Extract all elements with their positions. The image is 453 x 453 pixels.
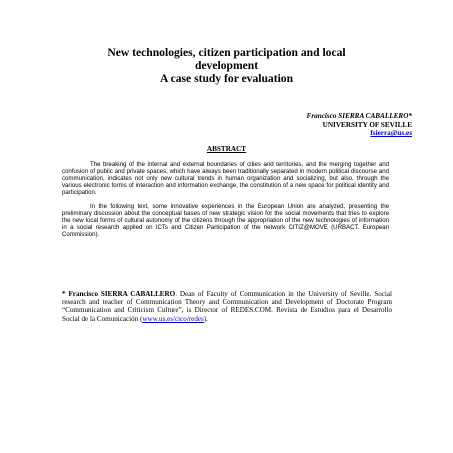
title-line-2: development — [194, 59, 259, 73]
author-name: Francisco SIERRA CABALLERO* — [306, 112, 412, 120]
title-line-3: A case study for evaluation — [159, 72, 294, 86]
abstract-heading: ABSTRACT — [206, 145, 247, 153]
abstract-paragraph-2: In the following text, some innovative experiences in the European Union are analyzed, presenting the preliminary discussion about the conceptual bases of new strategic vision for the social movements that tries to explore the new local forms of cultural autonomy of the citizens through the appropriation of the new technologies of information in a social research applied on ICTs and Citizen Participation of the network CITIZ@MOVE (URBACT. European Commission). — [62, 203, 389, 238]
footnote-link[interactable]: www.us.es/cico/redes — [142, 314, 204, 323]
author-footnote — [62, 290, 392, 323]
footnote-tail: ). — [203, 314, 208, 323]
footnote-text: . Dean of Faculty of Communication in the University of Seville. Social research and teacher of Communication Theory and Communication and Development of Doctorate Program “Communication and Criticism Culture”, is Director of REDES.COM. Revista de Estudios para el Desarrollo Social de la Comunicación ( — [62, 290, 392, 323]
abstract-body — [62, 161, 389, 245]
paper-title — [40, 46, 413, 86]
footnote-author-name: * Francisco SIERRA CABALLERO — [62, 290, 176, 298]
abstract-paragraph-1: The breaking of the internal and external boundaries of cities and territories, and the merging together and confusion of public and private spaces, which have always been traditionally separated in modern political discourse and communication, indicates not only new cultural trends in human organization and socializing, but also, through the various electronic forms of interaction and information exchange, the constitution of a new space for political identity and participation. — [62, 161, 389, 196]
author-block — [307, 112, 412, 138]
title-line-1: New technologies, citizen participation and local — [107, 46, 346, 59]
author-affiliation: UNIVERSITY OF SEVILLE — [322, 120, 412, 129]
author-email-link[interactable]: fsierra@us.es — [370, 129, 412, 138]
